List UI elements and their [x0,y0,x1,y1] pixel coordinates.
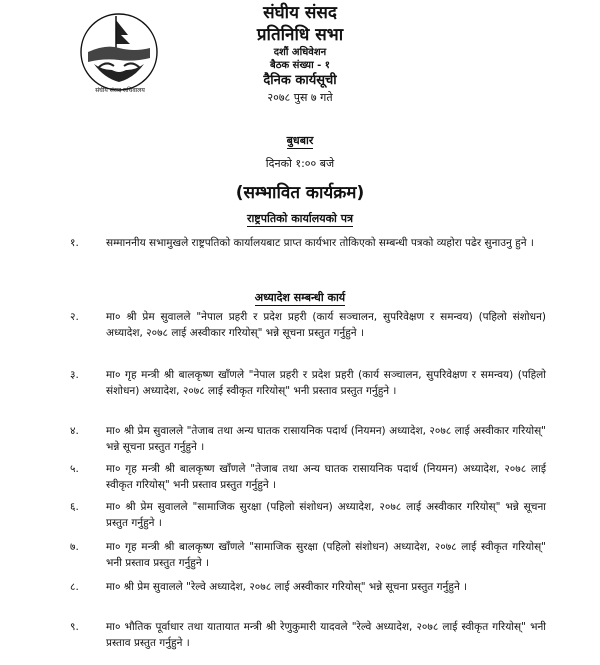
meeting-day [0,133,600,148]
section-heading-text: अध्यादेश सम्बन्धी कार्य [254,291,346,304]
item-number: ७. [70,541,79,553]
program-title: (सम्भावित कार्यक्रम) [235,183,365,203]
item-text: मा० श्री प्रेम सुवालले "रेल्वे अध्यादेश, २०७८ लाई अस्वीकार गरियोस्" भन्ने सूचना प्रस्तुत गर्नुहुने । [106,581,468,593]
document-header [0,2,600,106]
meeting-day-text: बुधबार [286,134,314,147]
meeting-number: बैठक संख्या - १ [270,60,330,71]
parliament-name: संघीय संसद [263,3,337,23]
agenda-title: दैनिक कार्यसूची [263,73,337,88]
item-number: २. [70,311,79,323]
item-text: मा० गृह मन्त्री श्री बालकृष्ण खाँणले "सामाजिक सुरक्षा (पहिलो संशोधन) अध्यादेश, २०७८ लाई स्वीकृत गरियोस्" भनी प्रस्ताव प्रस्तुत गर्नुहुने । [106,541,546,569]
session-label: दशौं अधिवेशन [273,47,327,58]
section-heading [0,211,600,226]
item-text: मा० गृह मन्त्री श्री बालकृष्ण खाँणले "नेपाल प्रहरी र प्रदेश प्रहरी (कार्य सञ्चालन, सुपरिवेक्षण र समन्वय) (पहिलो संशोधन) अध्यादेश, २०७८ लाई स्वीकृत गरियोस्" भनी प्रस्ताव प्रस्तुत गर्नुहुने । [106,369,546,397]
item-number: ३. [70,369,79,381]
house-name: प्रतिनिधि सभा [256,25,344,45]
item-text: सम्माननीय सभामुखले राष्ट्रपतिको कार्यालयबाट प्राप्त कार्यभार तोकिएको सम्बन्धी पत्रको व्यहोरा पढेर सुनाउनु हुने । [106,237,534,249]
item-text: मा० गृह मन्त्री श्री बालकृष्ण खाँणले "तेजाब तथा अन्य घातक रासायनिक पदार्थ (नियमन) अध्यादेश, २०७८ लाई स्वीकृत गरियोस्" भनी प्रस्ताव प्रस्तुत गर्नुहुने । [106,463,546,491]
item-number: ५. [70,463,79,475]
item-number: ६. [70,501,79,513]
item-number: ९. [70,621,79,633]
item-text: मा० श्री प्रेम सुवालले "तेजाब तथा अन्य घातक रासायनिक पदार्थ (नियमन) अध्यादेश, २०७८ लाई अस्वीकार गरियोस्" भन्ने सूचना प्रस्तुत गर्नुहुने । [106,425,546,453]
logo-caption: संघीय संसद सचिवालय [95,87,145,94]
item-text: मा० भौतिक पूर्वाधार तथा यातायात मन्त्री श्री रेणुकुमारी यादवले "रेल्वे अध्यादेश, २०७८ लाई स्वीकृत गरियोस्" भनी प्रस्ताव प्रस्तुत गर्नुहुने । [106,621,546,649]
section-heading [0,290,600,305]
agenda-date: २०७८ पुस ७ गते [267,91,333,104]
item-number: ८. [70,581,79,593]
item-number: १. [70,237,79,249]
section-heading-text: राष्ट्रपतिको कार्यालयको पत्र [246,212,354,225]
item-text: मा० श्री प्रेम सुवालले "सामाजिक सुरक्षा (पहिलो संशोधन) अध्यादेश, २०७८ लाई अस्वीकार गरियोस्" भन्ने सूचना प्रस्तुत गर्नुहुने । [106,501,546,529]
item-number: ४. [70,425,79,437]
item-text: मा० श्री प्रेम सुवालले "नेपाल प्रहरी र प्रदेश प्रहरी (कार्य सञ्चालन, सुपरिवेक्षण र समन्वय) (पहिलो संशोधन) अध्यादेश, २०७८ लाई अस्वीकार गरियोस्" भन्ने सूचना प्रस्तुत गर्नुहुने । [106,311,546,339]
meeting-time: दिनको १:०० बजे [265,157,335,170]
